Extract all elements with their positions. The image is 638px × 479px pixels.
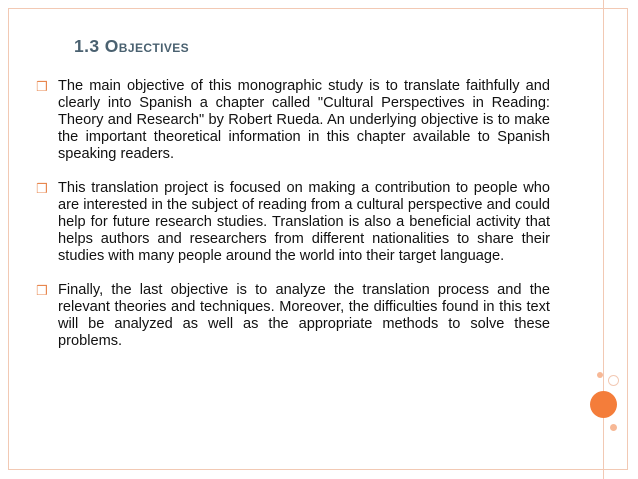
list-item (36, 282, 550, 350)
bullet-icon: ❒ (36, 181, 48, 196)
bullet-text: The main objective of this monographic study is to translate faithfully and clearly into Spanish a chapter called "Cultural Perspectives in Reading: Theory and Research" by Robert Rueda. An underlying objective is to make the important theoretical information in this chapter available to Spanish speaking readers. (58, 78, 550, 162)
bullet-icon: ❒ (36, 79, 48, 94)
bullet-text: Finally, the last objective is to analyze the translation process and the relevant theories and techniques. Moreover, the difficulties found in this text will be analyzed as well as the appropriate methods to solve these problems. (58, 282, 550, 349)
list-item (36, 180, 550, 265)
decorative-dot-icon (597, 372, 603, 378)
bullet-text: This translation project is focused on making a contribution to people who are interested in the subject of reading from a cultural perspective and could help for future research studies. Translation is also a beneficial activity that helps authors and researchers from different nationalities to share their studies with many people around the world into their target language. (58, 180, 550, 264)
decorative-circle-icon (590, 391, 617, 418)
decorative-ring-icon (608, 375, 619, 386)
decorative-dot-icon (610, 424, 617, 431)
bullet-list (36, 78, 550, 367)
bullet-icon: ❒ (36, 283, 48, 298)
slide-title: 1.3 Objectives (74, 36, 190, 56)
list-item (36, 78, 550, 163)
